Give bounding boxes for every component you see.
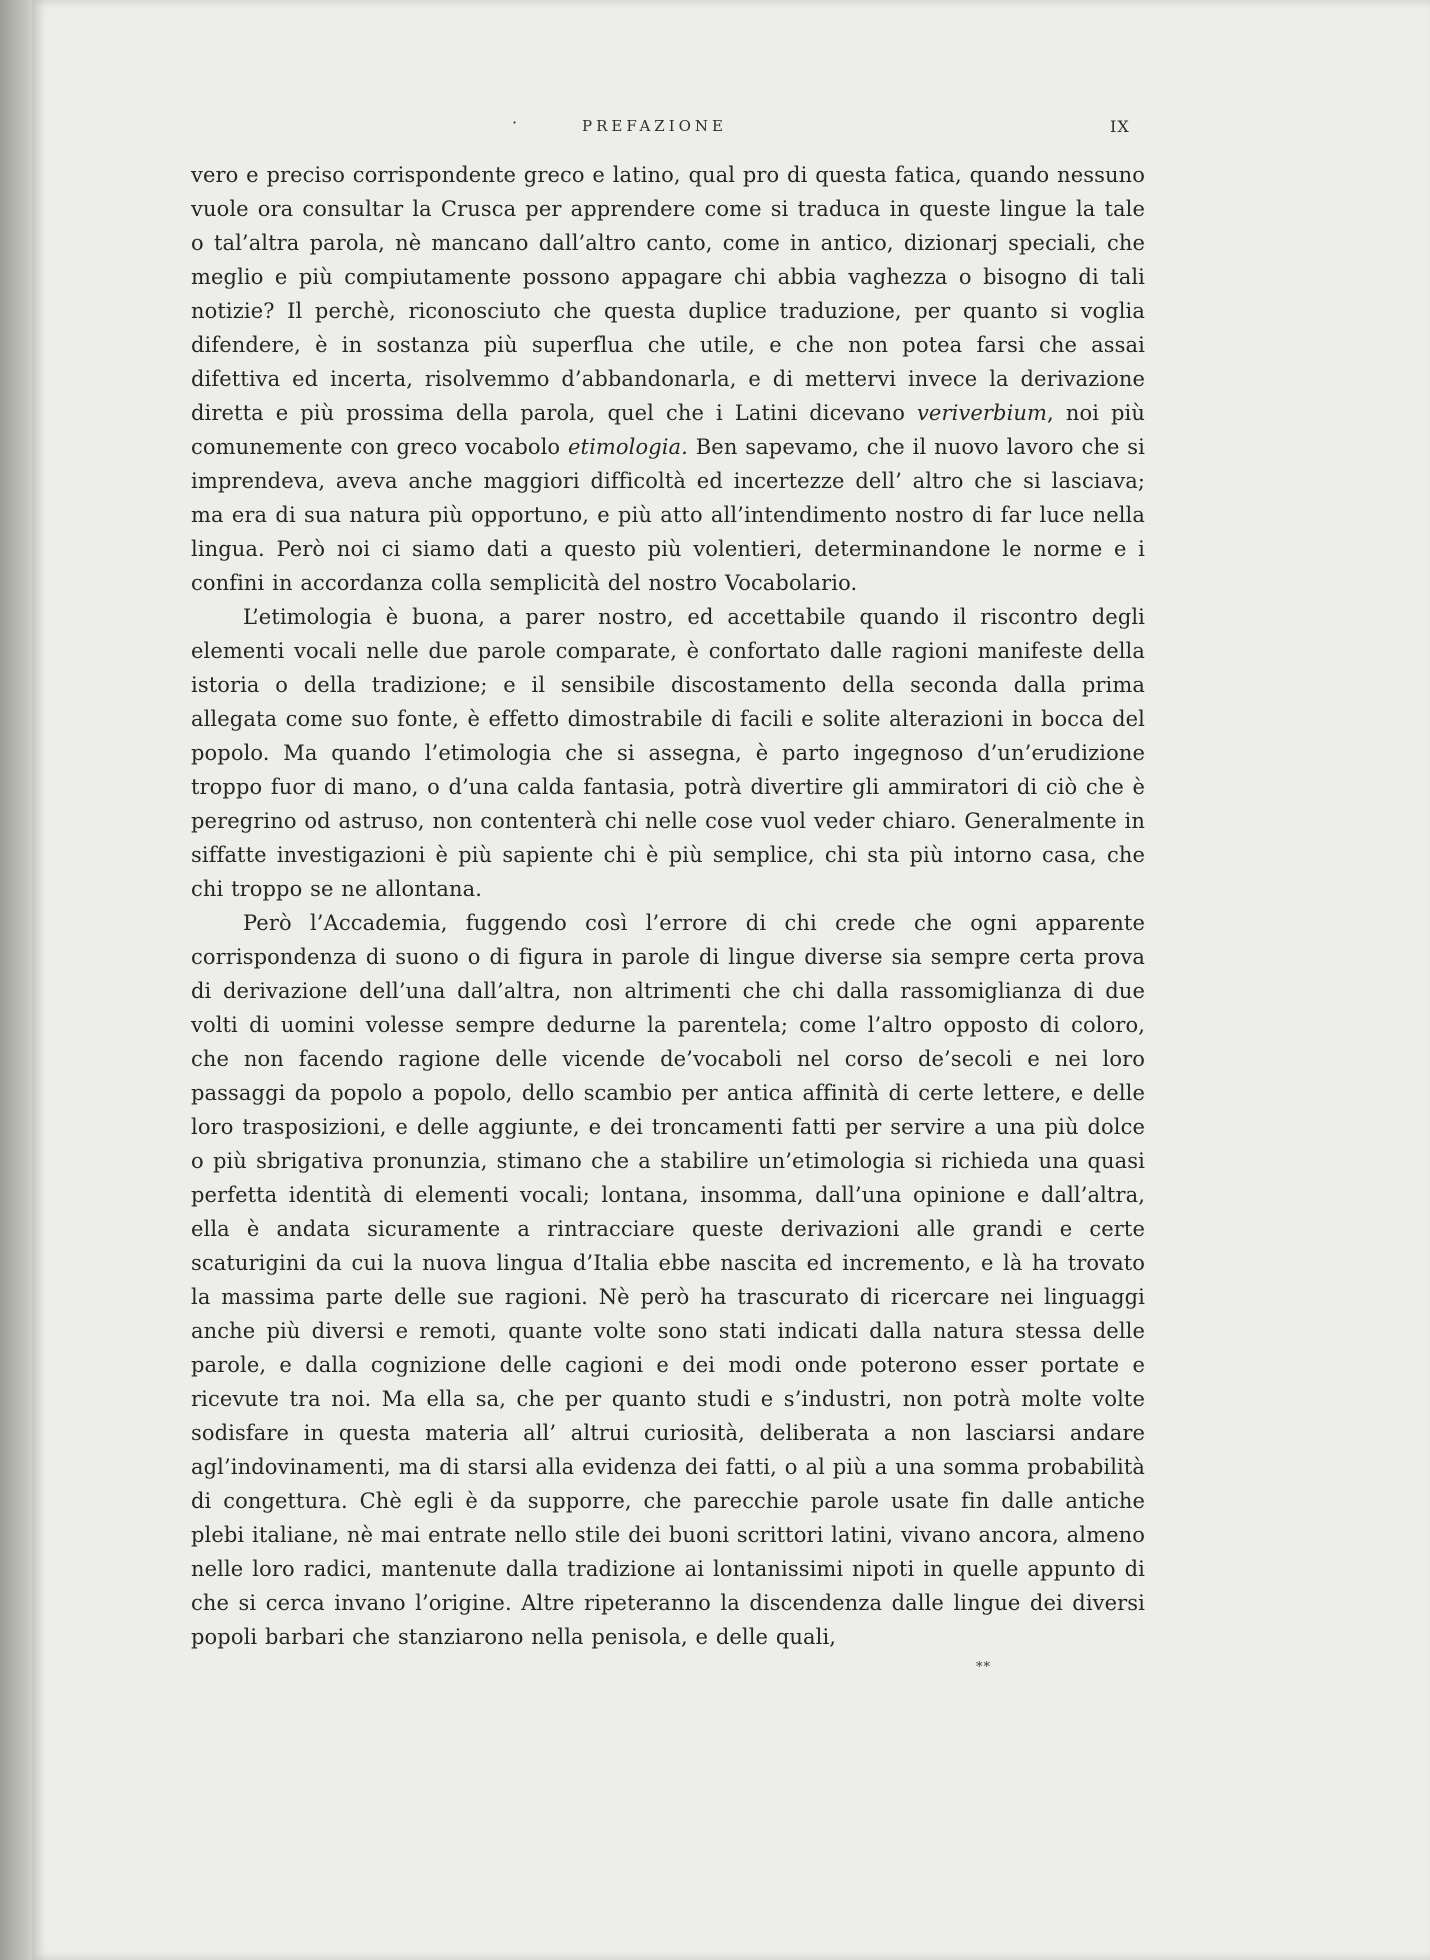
page-number: IX: [1110, 117, 1130, 136]
paragraph-1-text-c: Ben sapevamo, che il nuovo lavoro che si imprendeva, aveva anche maggiori difficoltà ed incertezze dell’ altro che si lasciava; ma era di sua natura più opportuno, e più atto all’intendimento nostro di far luce nella lingua. Però noi ci siamo dati a questo più volentieri, determinandone le norme e i confini in accordanza colla semplicità del nostro Vocabolario.: [191, 435, 1145, 595]
signature-mark: **: [976, 1660, 991, 1675]
body-text: [191, 158, 1145, 1654]
paragraph-1-italic-veriverbium: veriverbium: [916, 401, 1048, 425]
running-head: [0, 113, 1430, 143]
paragraph-1: [191, 158, 1145, 600]
page-gutter-shadow: [0, 0, 32, 1960]
running-head-title: PREFAZIONE: [582, 117, 727, 135]
paragraph-1-italic-etimologia: etimologia.: [568, 435, 688, 459]
running-head-dot: ·: [512, 113, 518, 132]
paragraph-1-text-a: vero e preciso corrispondente greco e latino, qual pro di questa fatica, quando nessuno vuole ora consultar la Crusca per apprendere come si traduca in queste lingue la tale o tal’altra parola, nè mancano dall’altro canto, come in antico, dizionarj speciali, che meglio e più compiutamente possono appagare chi abbia vaghezza o bisogno di tali notizie? Il perchè, riconosciuto che questa duplice traduzione, per quanto si voglia difendere, è in sostanza più superflua che utile, e che non potea farsi che assai difettiva ed incerta, risolvemmo d’abbandonarla, e di mettervi invece la derivazione diretta e più prossima della parola, quel che i Latini dicevano: [191, 163, 1145, 425]
paragraph-2: L’etimologia è buona, a parer nostro, ed accettabile quando il riscontro degli elementi vocali nelle due parole comparate, è confortato dalle ragioni manifeste della istoria o della tradizione; e il sensibile discostamento della seconda dalla prima allegata come suo fonte, è effetto dimostrabile di facili e solite alterazioni in bocca del popolo. Ma quando l’etimologia che si assegna, è parto ingegnoso d’un’erudizione troppo fuor di mano, o d’una calda fantasia, potrà divertire gli ammiratori di ciò che è peregrino od astruso, non contenterà chi nelle cose vuol veder chiaro. Generalmente in siffatte investigazioni è più sapiente chi è più semplice, chi sta più intorno casa, che chi troppo se ne allontana.: [191, 605, 1145, 901]
paragraph-1-text-b: , noi più comunemente con greco vocabolo: [191, 401, 1145, 459]
paragraph-3: Però l’Accademia, fuggendo così l’errore di chi crede che ogni apparente corrispondenza di suono o di figura in parole di lingue diverse sia sempre certa prova di derivazione dell’una dall’altra, non altrimenti che chi dalla rassomiglianza di due volti di uomini volesse sempre dedurne la parentela; come l’altro opposto di coloro, che non facendo ragione delle vicende de’vocaboli nel corso de’secoli e nei loro passaggi da popolo a popolo, dello scambio per antica affinità di certe lettere, e delle loro trasposizioni, e delle aggiunte, e dei troncamenti fatti per servire a una più dolce o più sbrigativa pronunzia, stimano che a stabilire un’etimologia si richieda una quasi perfetta identità di elementi vocali; lontana, insomma, dall’una opinione e dall’altra, ella è andata sicuramente a rintracciare queste derivazioni alle grandi e certe scaturigini da cui la nuova lingua d’Italia ebbe nascita ed incremento, e là ha trovato la massima parte delle sue ragioni. Nè però ha trascurato di ricercare nei linguaggi anche più diversi e remoti, quante volte sono stati indicati dalla natura stessa delle parole, e dalla cognizione delle cagioni e dei modi onde poterono esser portate e ricevute tra noi. Ma ella sa, che per quanto studi e s’industri, non potrà molte volte sodisfare in questa materia all’ altrui curiosità, deliberata a non lasciarsi andare agl’indovinamenti, ma di starsi alla evidenza dei fatti, o al più a una somma probabilità di congettura. Chè egli è da supporre, che parecchie parole usate fin dalle antiche plebi italiane, nè mai entrate nello stile dei buoni scrittori latini, vivano ancora, almeno nelle loro radici, mantenute dalla tradizione ai lontanissimi nipoti in quelle appunto di che si cerca invano l’origine. Altre ripeteranno la discendenza dalle lingue dei diversi popoli barbari che stanziarono nella penisola, e delle quali,: [191, 911, 1145, 1649]
